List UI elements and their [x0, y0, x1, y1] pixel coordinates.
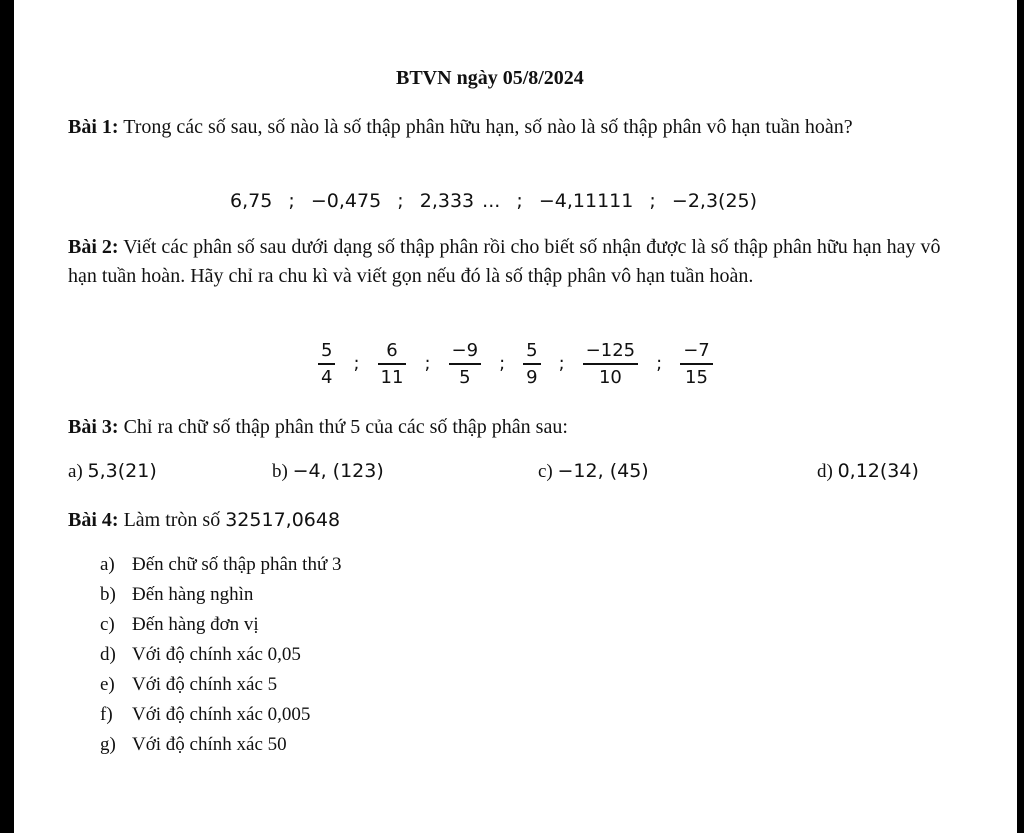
exercise-4-label: Bài 4: [68, 509, 119, 531]
option-value: −12, (45) [557, 460, 649, 482]
fraction-numerator: −9 [451, 340, 479, 361]
list-item [100, 550, 342, 580]
exercise-3-text: Chỉ ra chữ số thập phân thứ 5 của các số thập phân sau: [118, 416, 568, 438]
list-item [100, 610, 342, 640]
list-item [100, 640, 342, 670]
fraction-separator: ; [558, 353, 565, 375]
list-item-text: Với độ chính xác 5 [132, 674, 278, 695]
fraction-denominator: 10 [598, 366, 622, 388]
exercise-3-option-d [817, 460, 919, 483]
list-item-text: Với độ chính xác 50 [132, 734, 287, 755]
exercise-2-label: Bài 2: [68, 236, 119, 258]
exercise-3-prompt [68, 413, 963, 442]
exercise-2-prompt [68, 233, 963, 291]
list-marker: d) [100, 644, 116, 665]
list-marker: b) [100, 584, 116, 605]
fraction-numerator: 6 [386, 340, 398, 361]
list-item-text: Với độ chính xác 0,05 [132, 644, 301, 665]
exercise-1-numbers: 6,75 ; −0,475 ; 2,333 ... ; −4,11111 ; −2,3(25) [230, 190, 758, 212]
option-label: c) [538, 461, 558, 482]
list-item-text: Với độ chính xác 0,005 [132, 704, 311, 725]
fraction [378, 340, 407, 388]
list-marker: a) [100, 554, 115, 575]
list-marker: c) [100, 614, 115, 635]
exercise-3-option-a [68, 460, 157, 483]
exercise-4-list [100, 550, 342, 760]
exercise-1-text: Trong các số sau, số nào là số thập phân hữu hạn, số nào là số thập phân vô hạn tuần hoàn? [118, 116, 853, 138]
fraction-denominator: 4 [321, 366, 333, 388]
fraction-separator: ; [353, 353, 360, 375]
list-item [100, 670, 342, 700]
list-item-text: Đến hàng nghìn [132, 584, 254, 605]
exercise-2-fractions [314, 340, 717, 388]
fraction-denominator: 5 [459, 366, 471, 388]
fraction-numerator: 5 [526, 340, 538, 361]
list-item-text: Đến chữ số thập phân thứ 3 [132, 554, 342, 575]
exercise-2-text: Viết các phân số sau dưới dạng số thập phân rồi cho biết số nhận được là số thập phân hữu hạn hay vô hạn tuần hoàn. Hãy chỉ ra chu kì và viết gọn nếu đó là số thập phân vô hạn tuần hoàn. [68, 236, 941, 287]
fraction-separator: ; [656, 353, 663, 375]
list-item [100, 700, 342, 730]
list-marker: e) [100, 674, 115, 695]
worksheet-page [14, 0, 1017, 833]
fraction-denominator: 11 [380, 366, 404, 388]
exercise-4-number: 32517,0648 [225, 509, 341, 531]
list-item [100, 580, 342, 610]
fraction [583, 340, 638, 388]
exercise-3-option-b [272, 460, 384, 483]
list-marker: f) [100, 704, 113, 725]
fraction-separator: ; [499, 353, 506, 375]
exercise-3-option-c [538, 460, 649, 483]
fraction-denominator: 9 [526, 366, 538, 388]
exercise-4-prompt [68, 506, 963, 535]
option-label: a) [68, 461, 88, 482]
fraction-numerator: −125 [585, 340, 636, 361]
exercise-1-prompt [68, 113, 963, 142]
list-item-text: Đến hàng đơn vị [132, 614, 259, 635]
fraction [449, 340, 482, 388]
fraction-numerator: −7 [683, 340, 710, 361]
exercise-1-label: Bài 1: [68, 116, 119, 138]
option-value: 5,3(21) [87, 460, 157, 482]
fraction-denominator: 15 [685, 366, 708, 388]
option-label: b) [272, 461, 293, 482]
fraction [318, 340, 335, 388]
option-value: 0,12(34) [837, 460, 919, 482]
fraction [523, 340, 540, 388]
fraction [680, 340, 713, 388]
exercise-3-label: Bài 3: [68, 416, 119, 438]
option-label: d) [817, 461, 838, 482]
option-value: −4, (123) [292, 460, 384, 482]
fraction-separator: ; [424, 353, 431, 375]
exercise-4-text: Làm tròn số [118, 509, 226, 531]
fraction-numerator: 5 [321, 340, 333, 361]
list-item [100, 730, 342, 760]
list-marker: g) [100, 734, 116, 755]
page-title: BTVN ngày 05/8/2024 [396, 67, 584, 89]
